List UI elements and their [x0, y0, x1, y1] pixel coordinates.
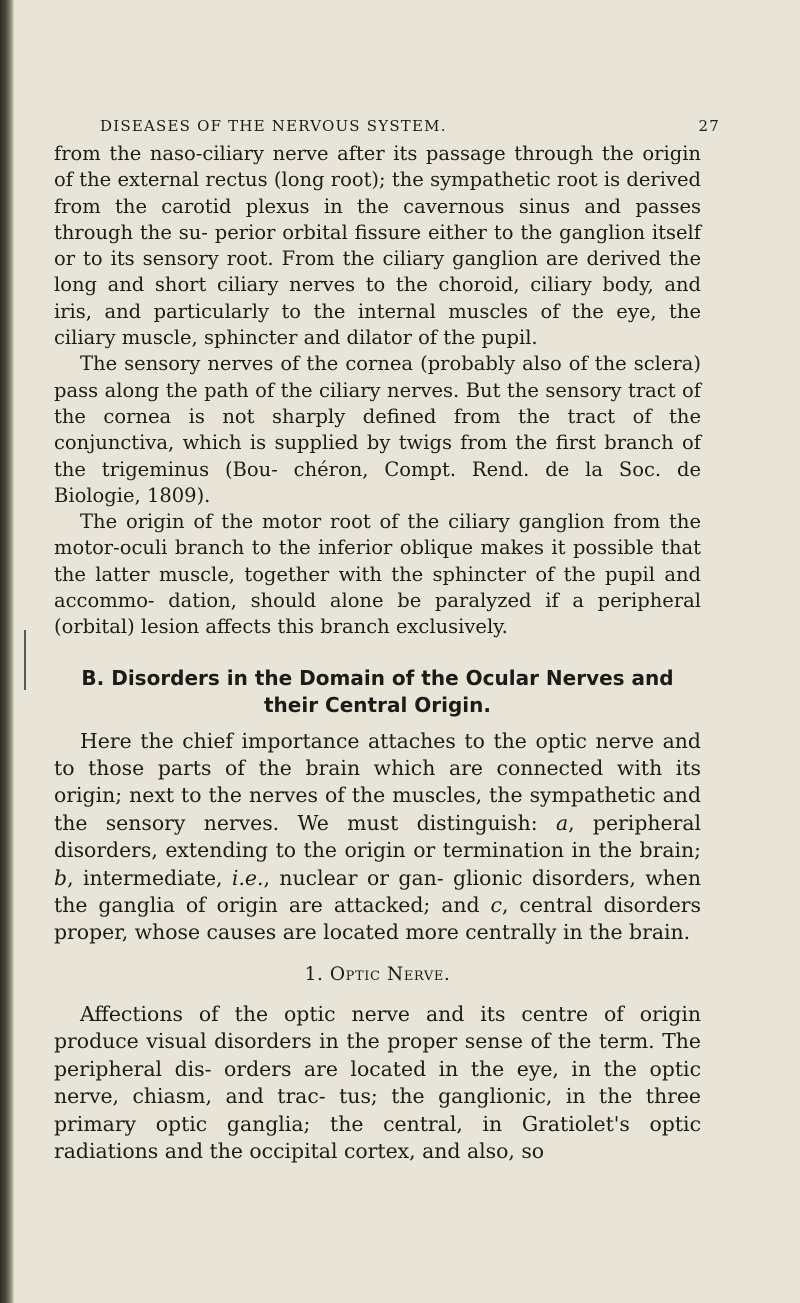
- paragraph-optic-nerve-affections: Affections of the optic nerve and its centre of origin produce visual disorders in the proper sense of the term. The peripheral dis- orders are located in the eye, in the optic nerve, chiasm, and trac- tus; the ganglionic, in the three primary optic ganglia; the central, in Gratiolet's optic radiations and the occipital cortex, and also, so: [54, 1001, 701, 1163]
- paragraph-disorders-overview: [54, 728, 701, 947]
- paragraph-motor-root: The origin of the motor root of the ciliary ganglion from the motor-oculi branch to the inferior oblique makes it possible that the latter muscle, together with the sphincter of the pupil and accommo- dation, should alone be paralyzed if a peripheral (orbital) lesion affects this branch exclusively.: [54, 510, 701, 639]
- enumerator-b: b: [54, 865, 68, 890]
- book-binding-edge: [0, 0, 14, 1303]
- paragraph-continued: from the naso-ciliary nerve after its passage through the origin of the external rectus (long root); the sympathetic root is derived from the carotid plexus in the cavernous sinus and passes through the su- perior orbital fissure either to the ganglion itself or to its sensory root. From the ciliary ganglion are derived the long and short ciliary nerves to the choroid, ciliary body, and iris, and particularly to the internal muscles of the eye, the ciliary muscle, sphincter and dilator of the pupil.: [54, 142, 701, 350]
- page-body: [54, 141, 701, 1165]
- running-title: DISEASES OF THE NERVOUS SYSTEM.: [100, 117, 447, 135]
- section-heading-line-2: their Central Origin.: [264, 692, 491, 717]
- text-run: , central disorders proper, whose causes are located more centrally in the brain.: [54, 893, 701, 945]
- subsection-heading-optic-nerve: 1. Optic Nerve.: [304, 963, 451, 985]
- page-number: 27: [698, 117, 720, 135]
- section-heading-b: [54, 665, 701, 719]
- page-header: [100, 111, 720, 141]
- abbrev-ie: i.e.: [231, 865, 264, 890]
- binding-shadow-line: [24, 630, 26, 690]
- text-run: , nuclear or gan- glionic disorders, when the ganglia of origin are attacked; and: [54, 865, 701, 918]
- text-run: , intermediate,: [67, 865, 232, 890]
- section-heading-line-1: B. Disorders in the Domain of the Ocular Nerves and: [81, 665, 674, 690]
- enumerator-c: c: [490, 893, 502, 918]
- text-run: , peripheral disorders, extending to the origin or termination in the brain;: [54, 810, 702, 863]
- paragraph-sensory-nerves: The sensory nerves of the cornea (probably also of the sclera) pass along the path of the ciliary nerves. But the sensory tract of the cornea is not sharply defined from the tract of the conjunctiva, which is supplied by twigs from the first branch of the trigeminus (Bou- chéron, Compt. Rend. de la Soc. de Biologie, 1809).: [54, 352, 701, 507]
- enumerator-a: a: [555, 810, 569, 835]
- text-run: Here the chief importance attaches to the optic nerve and to those parts of the brain which are connected with its origin; next to the nerves of the muscles, the sympathetic and the sensory nerves. We must distinguish:: [54, 728, 701, 835]
